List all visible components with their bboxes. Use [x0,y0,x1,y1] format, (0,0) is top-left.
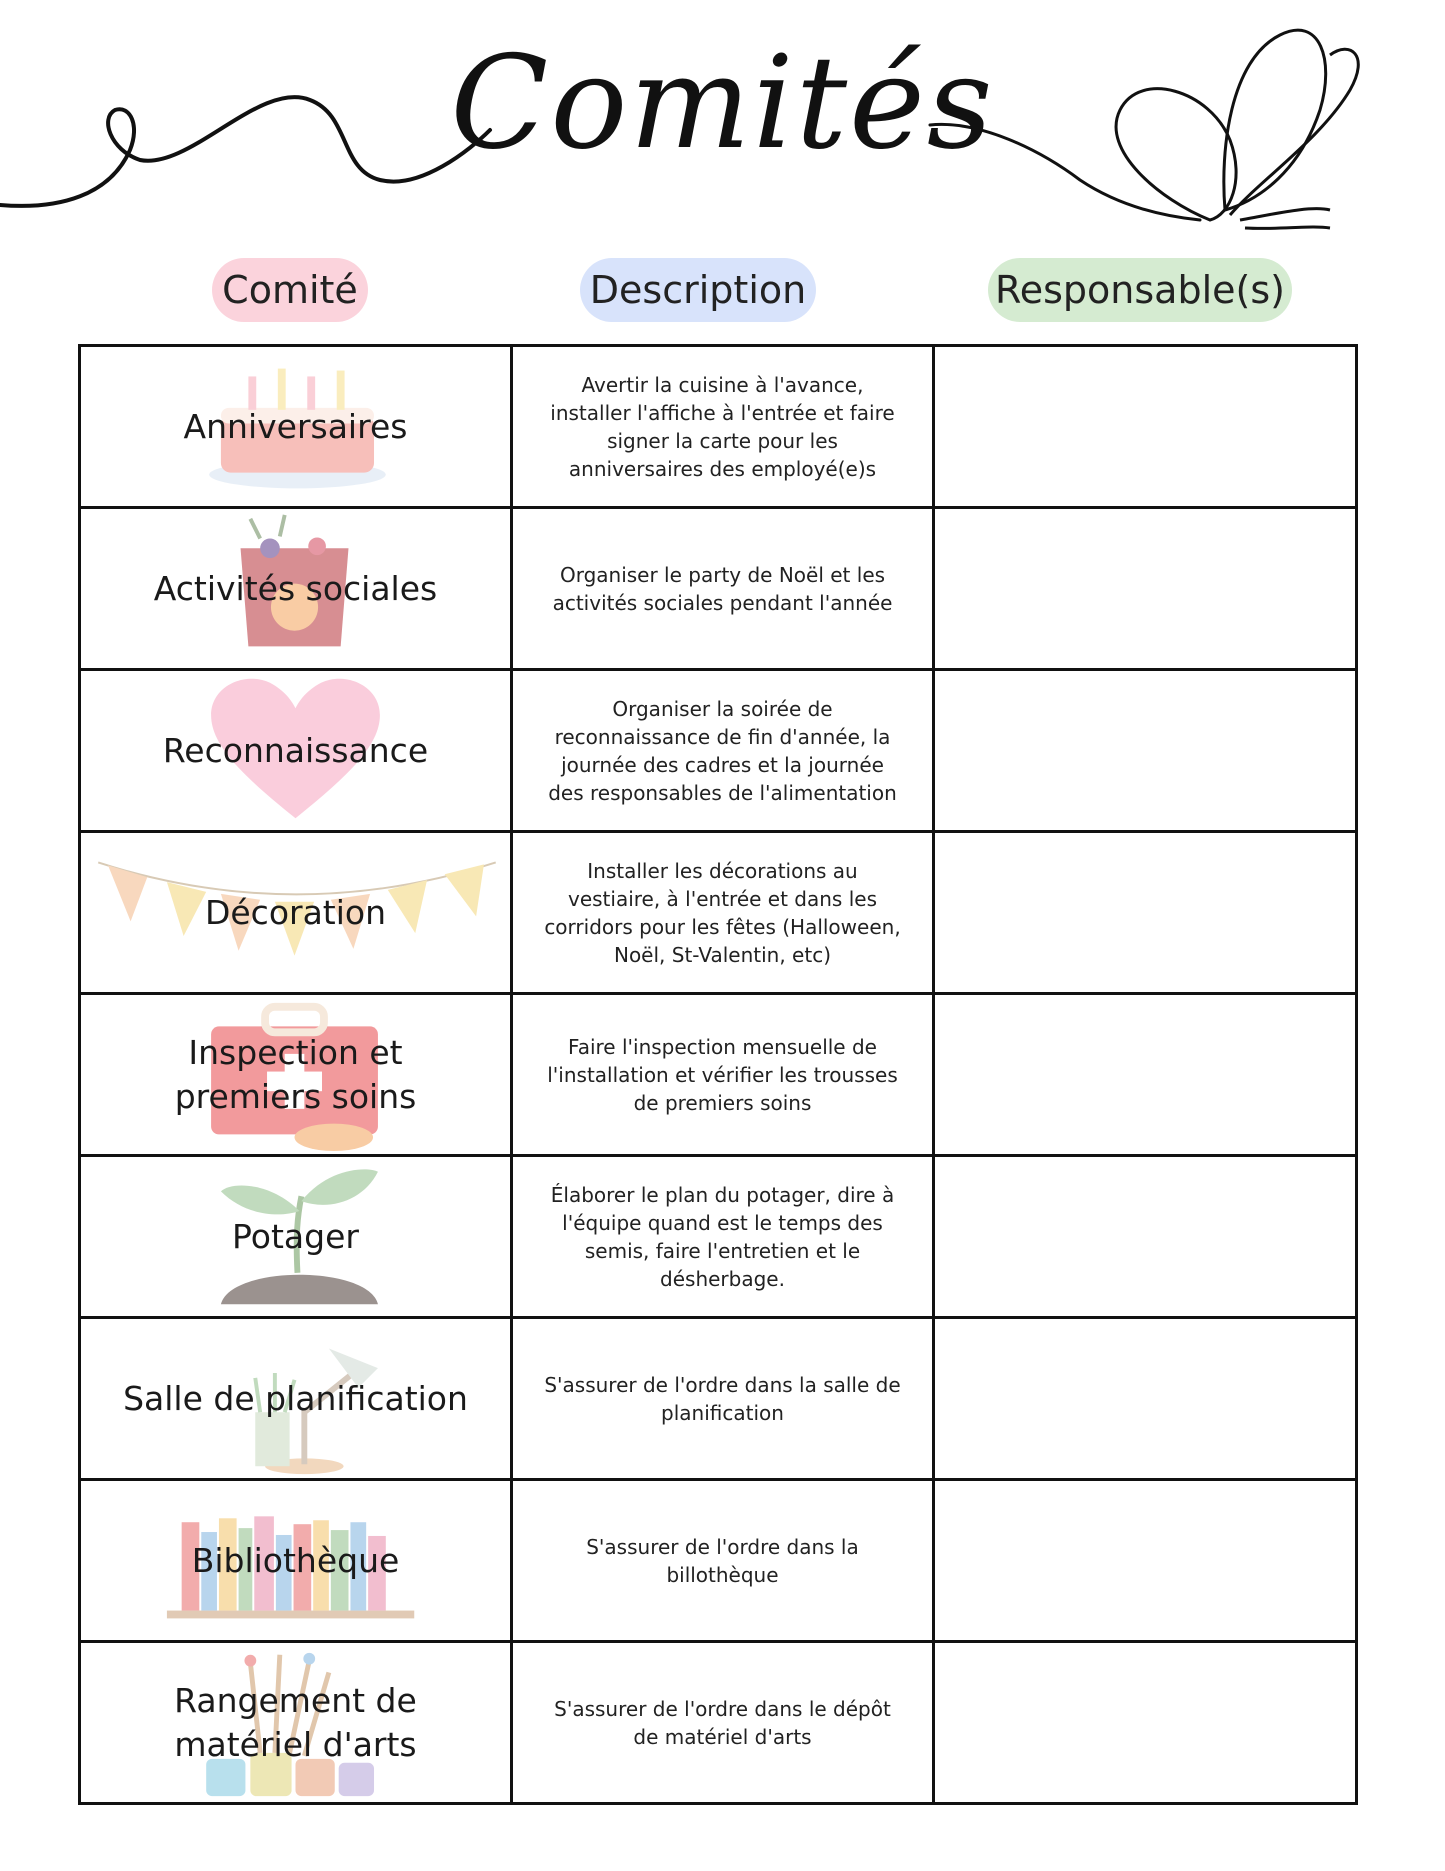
description-cell [512,1642,934,1804]
committee-name: Reconnaissance [162,730,429,770]
responsable-cell[interactable] [934,1156,1357,1318]
committee-name: Bibliothèque [191,1540,400,1580]
description-cell [512,1480,934,1642]
committee-name-cell [80,670,512,832]
committee-description: Organiser le party de Noël et les activités sociales pendant l'année [552,562,893,615]
committee-name: Activités sociales [153,568,438,608]
description-cell [512,1318,934,1480]
page-title: Comités [450,29,995,178]
responsable-cell[interactable] [934,832,1357,994]
responsable-cell[interactable] [934,1480,1357,1642]
header-description: Description [580,258,816,322]
committee-name-cell [80,508,512,670]
table-row [80,346,1357,508]
table-row [80,1156,1357,1318]
description-cell [512,346,934,508]
table-row [80,994,1357,1156]
table-row [80,832,1357,994]
committee-description: Avertir la cuisine à l'avance, installer l'affiche à l'entrée et faire signer la carte pour les anniversaires des employé(e)s [550,372,895,481]
committee-name-cell [80,1318,512,1480]
committee-table [78,344,1358,1805]
committee-description: Organiser la soirée de reconnaissance de fin d'année, la journée des cadres et la journée des responsables de l'alimentation [548,696,897,805]
committee-name: Potager [232,1216,359,1256]
description-cell [512,1156,934,1318]
header-comite: Comité [212,258,368,322]
committee-name-cell [80,346,512,508]
responsable-cell[interactable] [934,670,1357,832]
committee-description: Faire l'inspection mensuelle de l'installation et vérifier les trousses de premiers soins [547,1034,898,1115]
table-row [80,1642,1357,1804]
committee-name-cell [80,1642,512,1804]
responsable-cell[interactable] [934,1318,1357,1480]
description-cell [512,508,934,670]
description-cell [512,994,934,1156]
header-responsables: Responsable(s) [988,258,1292,322]
committee-name: Anniversaires [183,406,408,446]
responsable-cell[interactable] [934,994,1357,1156]
committee-description: Installer les décorations au vestiaire, à l'entrée et dans les corridors pour les fêtes (Halloween, Noël, St-Valentin, etc) [544,858,901,967]
responsable-cell[interactable] [934,346,1357,508]
description-cell [512,832,934,994]
table-row [80,508,1357,670]
committee-name-cell [80,1156,512,1318]
committee-description: S'assurer de l'ordre dans le dépôt de matériel d'arts [554,1696,891,1749]
committee-name: Rangement de matériel d'arts [174,1680,417,1764]
responsable-cell[interactable] [934,1642,1357,1804]
table-row [80,670,1357,832]
committee-description: S'assurer de l'ordre dans la salle de planification [544,1372,901,1425]
responsable-cell[interactable] [934,508,1357,670]
table-row [80,1480,1357,1642]
table-row [80,1318,1357,1480]
committee-name-cell [80,994,512,1156]
committee-name-cell [80,832,512,994]
committee-name-cell [80,1480,512,1642]
committee-description: S'assurer de l'ordre dans la billothèque [586,1534,859,1587]
committee-name: Inspection et premiers soins [174,1032,417,1116]
committee-name: Salle de planification [123,1378,468,1418]
committee-description: Élaborer le plan du potager, dire à l'équipe quand est le temps des semis, faire l'entretien et le désherbage. [550,1182,895,1291]
committee-name: Décoration [204,892,387,932]
description-cell [512,670,934,832]
